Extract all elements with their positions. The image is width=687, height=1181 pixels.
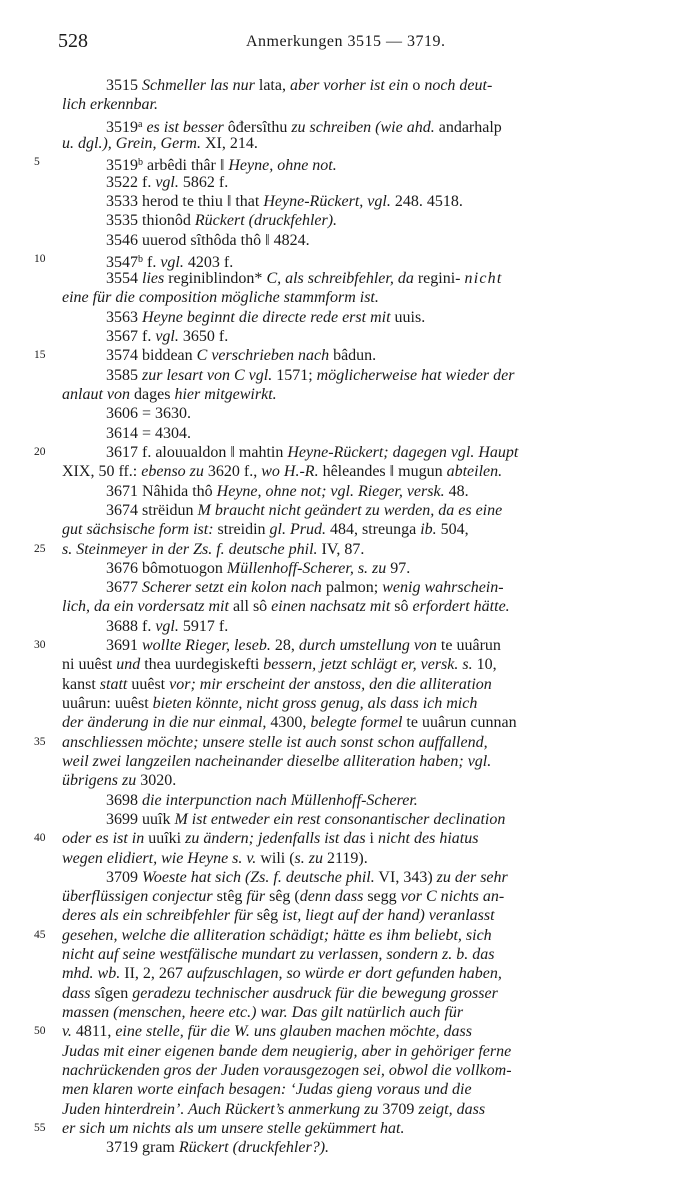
text-line bbox=[62, 192, 658, 211]
text-line bbox=[34, 153, 658, 175]
text-line bbox=[62, 597, 658, 616]
line-number: 45 bbox=[34, 928, 46, 941]
page-header bbox=[0, 30, 687, 54]
text-segment: wollte Rieger, leseb. bbox=[142, 637, 271, 655]
text-segment: sîgen bbox=[90, 984, 133, 1002]
text-segment: s. zu bbox=[294, 849, 323, 867]
text-segment: 484, streunga bbox=[326, 521, 421, 539]
text-line bbox=[62, 231, 658, 250]
text-line bbox=[62, 385, 658, 404]
text-segment: zeigt, dass bbox=[418, 1100, 486, 1118]
superscript-marker: b bbox=[138, 253, 143, 265]
text-segment: 3554 bbox=[106, 270, 142, 288]
text-segment: andarhalp bbox=[434, 118, 502, 136]
text-segment: dass bbox=[62, 984, 91, 1002]
text-line bbox=[62, 76, 658, 95]
text-segment: sêg ( bbox=[265, 888, 300, 906]
text-segment: uuârun: uuêst bbox=[62, 695, 153, 712]
text-segment: Woeste hat sich (Zs. f. deutsche phil. bbox=[142, 868, 375, 886]
text-segment: vor; mir erscheint der anstoss, den die alliteration bbox=[169, 675, 492, 693]
text-segment: f. bbox=[143, 253, 161, 271]
text-segment: 3650 f. bbox=[178, 328, 229, 346]
text-segment: vgl. bbox=[155, 173, 179, 191]
text-segment: uuêst bbox=[127, 675, 170, 693]
text-line bbox=[34, 250, 658, 271]
text-segment: Rückert (druckfehler?). bbox=[178, 1139, 330, 1157]
text-segment: streidin bbox=[213, 521, 270, 539]
text-segment: die interpunction nach Müllenhoff-Scherer. bbox=[142, 791, 418, 809]
text-line bbox=[62, 655, 658, 674]
text-segment: o bbox=[408, 77, 425, 94]
text-segment: stêg bbox=[212, 888, 247, 906]
text-line bbox=[62, 134, 658, 153]
text-line bbox=[62, 501, 658, 520]
text-segment: XIX, 50 ff.: bbox=[62, 463, 142, 481]
text-segment: M ist entweder ein rest consonantischer declination bbox=[174, 810, 506, 828]
text-segment: ib. bbox=[420, 521, 437, 539]
text-segment: oder es ist in bbox=[62, 830, 145, 848]
text-segment: 3677 bbox=[106, 579, 142, 597]
text-segment: IV, 87. bbox=[317, 540, 365, 558]
text-segment: möglicherweise hat wieder der bbox=[316, 366, 515, 384]
text-segment: 4203 f. bbox=[183, 253, 234, 271]
text-line bbox=[34, 733, 658, 752]
text-segment: zu schreiben (wie ahd. bbox=[291, 118, 435, 136]
text-segment: dages bbox=[130, 386, 175, 403]
text-segment: 5917 f. bbox=[178, 617, 229, 635]
text-segment: 3617 f. alouualdon ‖ mahtin bbox=[106, 443, 288, 461]
text-line bbox=[62, 945, 658, 964]
text-segment: 3563 bbox=[106, 308, 142, 326]
text-segment: gut sächsische form ist: bbox=[62, 521, 214, 539]
text-segment: 10, bbox=[472, 656, 497, 674]
text-line bbox=[62, 849, 658, 868]
text-segment: wenig wahrschein- bbox=[382, 579, 504, 597]
text-segment: 3671 Nâhida thô bbox=[106, 482, 217, 500]
text-segment: s. Steinmeyer in der Zs. f. deutsche phil. bbox=[62, 540, 318, 558]
text-segment: hier mitgewirkt. bbox=[174, 386, 277, 403]
text-segment: nicht auf seine westfälische mundart zu verlassen, sondern z. b. das bbox=[62, 946, 495, 964]
text-segment: palmon; bbox=[321, 579, 383, 597]
text-segment: gesehen, welche die alliteration schädigt; hätte es ihm beliebt, sich bbox=[62, 926, 492, 944]
text-segment: C, als schreibfehler, da bbox=[266, 270, 414, 288]
text-segment: wili ( bbox=[256, 849, 295, 867]
text-segment: zur lesart von C vgl. bbox=[142, 366, 273, 384]
text-segment: 3567 f. bbox=[106, 328, 156, 346]
text-segment: 3614 = 4304. bbox=[106, 424, 192, 442]
text-line bbox=[62, 1003, 658, 1022]
text-segment: vgl. bbox=[160, 253, 184, 271]
text-segment: Heyne, ohne not; vgl. Rieger, versk. bbox=[216, 482, 445, 500]
text-segment: massen (menschen, heere etc.) war. Das gilt natürlich auch für bbox=[62, 1004, 464, 1021]
text-segment: 28, bbox=[270, 637, 299, 655]
text-segment: kanst bbox=[62, 675, 100, 693]
text-segment: Scherer setzt ein kolon nach bbox=[142, 579, 322, 597]
text-segment: sô bbox=[390, 598, 413, 616]
text-line bbox=[62, 115, 658, 134]
text-segment: 504, bbox=[436, 521, 469, 539]
text-segment: lies bbox=[142, 270, 165, 288]
text-segment: arbêdi thâr ‖ bbox=[143, 157, 229, 175]
text-line bbox=[62, 578, 658, 597]
text-segment: anschliessen möchte; unsere stelle ist auch sonst schon auffallend, bbox=[62, 733, 488, 751]
text-segment: ebenso zu bbox=[141, 463, 204, 481]
text-segment: 2119). bbox=[322, 849, 368, 867]
text-line bbox=[34, 829, 658, 848]
text-segment: 3709 bbox=[106, 868, 142, 886]
text-segment: 3698 bbox=[106, 791, 142, 809]
superscript-marker: a bbox=[138, 118, 143, 130]
text-line bbox=[62, 964, 658, 983]
text-line bbox=[62, 95, 658, 114]
text-segment: Rückert (druckfehler). bbox=[194, 212, 338, 230]
text-segment: regini- bbox=[413, 270, 465, 288]
text-line bbox=[62, 482, 658, 501]
text-line bbox=[34, 1119, 658, 1138]
text-line bbox=[34, 926, 658, 945]
text-segment: abteilen. bbox=[446, 463, 503, 481]
text-segment: M braucht nicht geändert zu werden, da es eine bbox=[197, 501, 503, 519]
text-segment: 3515 bbox=[106, 77, 142, 94]
text-line bbox=[62, 1100, 658, 1119]
text-segment: denn dass bbox=[299, 888, 364, 906]
line-number: 10 bbox=[34, 252, 46, 265]
text-segment: und bbox=[116, 656, 141, 674]
text-segment: 248. 4518. bbox=[390, 192, 463, 210]
text-segment: te uuârun cunnan bbox=[402, 714, 517, 732]
text-line bbox=[62, 211, 658, 230]
line-number: 30 bbox=[34, 639, 46, 652]
text-segment: nicht des hiatus bbox=[378, 830, 479, 848]
text-line bbox=[34, 443, 658, 462]
page-number: 528 bbox=[58, 30, 88, 52]
text-segment: ni uuêst bbox=[62, 656, 117, 674]
text-line bbox=[62, 694, 658, 713]
text-segment: eine für die composition mögliche stammform ist. bbox=[62, 289, 379, 307]
text-line bbox=[62, 868, 658, 887]
text-segment: geradezu technischer ausdruck für die bewegung grosser bbox=[132, 984, 498, 1002]
text-segment: Heyne, ohne not. bbox=[228, 157, 337, 175]
text-segment: nicht bbox=[464, 270, 503, 288]
text-segment: u. dgl.), Grein, Germ. bbox=[62, 134, 201, 152]
text-line bbox=[62, 1138, 658, 1157]
text-line bbox=[62, 288, 658, 307]
text-segment: 4811, bbox=[71, 1023, 116, 1041]
text-segment: statt bbox=[99, 675, 128, 693]
text-segment: 5862 f. bbox=[178, 173, 229, 191]
text-segment: all sô bbox=[228, 598, 272, 616]
text-line bbox=[62, 559, 658, 578]
text-segment: aufzuschlagen, so würde er dort gefunden haben, bbox=[186, 965, 502, 983]
line-number: 55 bbox=[34, 1121, 46, 1134]
text-segment: 3620 f., bbox=[203, 463, 262, 481]
line-number: 5 bbox=[34, 156, 40, 169]
line-number: 20 bbox=[34, 445, 46, 458]
annotation-text-block bbox=[34, 76, 658, 1158]
line-number: 35 bbox=[34, 735, 46, 748]
text-line bbox=[62, 810, 658, 829]
text-line bbox=[62, 366, 658, 385]
text-segment: es ist besser bbox=[146, 118, 224, 136]
text-line bbox=[62, 675, 658, 694]
text-line bbox=[62, 771, 658, 790]
text-segment: eine stelle, für die W. uns glauben machen möchte, dass bbox=[115, 1023, 473, 1041]
text-segment: Heyne-Rückert, vgl. bbox=[263, 192, 391, 210]
text-segment: 3691 bbox=[106, 637, 142, 655]
text-segment: VI, 343) bbox=[374, 868, 437, 886]
text-line bbox=[62, 404, 658, 423]
text-segment: einen nachsatz mit bbox=[271, 598, 391, 616]
text-segment: durch umstellung von bbox=[298, 637, 437, 655]
text-segment: men klaren worte einfach besagen: ‘Judas gieng voraus und die bbox=[62, 1081, 472, 1099]
text-segment: 48. bbox=[444, 482, 469, 500]
text-segment: belegte formel bbox=[310, 714, 403, 732]
text-segment: 3709 bbox=[378, 1100, 419, 1118]
text-segment: bessern, jetzt schlägt er, versk. s. bbox=[263, 656, 473, 674]
text-segment: thea uurdegiskefti bbox=[140, 656, 264, 674]
text-segment: 3574 biddean bbox=[106, 347, 197, 365]
text-segment: für bbox=[246, 888, 266, 906]
text-line bbox=[62, 906, 658, 925]
text-segment: lich, da ein vordersatz mit bbox=[62, 598, 229, 616]
text-segment: bieten könnte, nicht gross genug, als dass ich mich bbox=[152, 695, 478, 712]
text-segment: Heyne beginnt die directe rede erst mit bbox=[142, 308, 391, 326]
text-segment: vor C nichts an- bbox=[400, 888, 505, 906]
text-line bbox=[62, 1042, 658, 1061]
text-segment: deres als ein schreibfehler für bbox=[62, 907, 253, 925]
text-line bbox=[62, 887, 658, 906]
text-segment: segg bbox=[363, 888, 401, 906]
text-segment: 3519 bbox=[106, 118, 138, 136]
text-segment: 4300, bbox=[266, 714, 311, 732]
text-line bbox=[62, 424, 658, 443]
text-segment: 3546 uuerod sîthôda thô ‖ 4824. bbox=[106, 231, 310, 249]
text-segment: Heyne-Rückert; dagegen vgl. Haupt bbox=[287, 443, 519, 461]
text-line bbox=[62, 984, 658, 1003]
text-segment: 3719 gram bbox=[106, 1139, 179, 1157]
text-line bbox=[34, 346, 658, 365]
text-segment: zu ändern; jedenfalls ist das bbox=[185, 830, 366, 848]
text-segment: lata, bbox=[254, 77, 290, 94]
text-segment: XI, 214. bbox=[200, 134, 258, 152]
text-segment: 3699 uuîk bbox=[106, 810, 175, 828]
text-segment: 3674 strëidun bbox=[106, 501, 198, 519]
line-number: 50 bbox=[34, 1025, 46, 1038]
text-segment: 3585 bbox=[106, 366, 142, 384]
text-segment: wo H.-R. bbox=[261, 463, 319, 481]
text-segment: vgl. bbox=[155, 617, 179, 635]
text-line bbox=[62, 308, 658, 327]
text-line bbox=[62, 269, 658, 288]
text-segment: C verschrieben nach bbox=[196, 347, 330, 365]
text-segment: überflüssigen conjectur bbox=[62, 888, 213, 906]
text-segment: 3676 bômotuogon bbox=[106, 559, 227, 577]
text-segment: übrigens zu bbox=[62, 772, 137, 790]
text-segment: zu der sehr bbox=[436, 868, 508, 886]
text-line bbox=[62, 520, 658, 539]
text-segment: 1571; bbox=[272, 366, 317, 384]
text-segment: hêleandes ‖ mugun bbox=[318, 463, 447, 481]
text-segment: 3020. bbox=[136, 772, 177, 790]
text-segment: 3606 = 3630. bbox=[106, 405, 192, 423]
text-segment: nachrückenden gros der Juden vorausgezogen sei, obwol die vollkom- bbox=[62, 1061, 512, 1079]
text-segment: noch deut- bbox=[424, 77, 493, 94]
text-line bbox=[34, 636, 658, 655]
text-segment: Judas mit einer eigenen bande dem neugierig, aber in gehöriger ferne bbox=[62, 1042, 512, 1060]
text-line bbox=[62, 1061, 658, 1080]
text-segment: vgl. bbox=[155, 328, 179, 346]
text-line bbox=[34, 540, 658, 559]
running-title: Anmerkungen 3515 — 3719. bbox=[246, 33, 446, 50]
text-segment: mhd. wb. bbox=[62, 965, 121, 983]
text-segment: uuîki bbox=[144, 830, 186, 848]
text-segment: wegen elidiert, wie Heyne s. v. bbox=[62, 849, 257, 867]
text-segment: 3519 bbox=[106, 157, 138, 175]
text-segment: 3522 f. bbox=[106, 173, 156, 191]
text-segment: er sich um nichts als um unsere stelle gekümmert hat. bbox=[62, 1119, 405, 1137]
text-segment: i bbox=[365, 830, 378, 848]
superscript-marker: b bbox=[138, 157, 143, 169]
text-segment: Müllenhoff-Scherer, s. zu bbox=[226, 559, 387, 577]
text-line bbox=[62, 713, 658, 732]
text-line bbox=[62, 462, 658, 481]
text-segment: 3688 f. bbox=[106, 617, 156, 635]
text-segment: 3535 thionôd bbox=[106, 212, 195, 230]
text-line bbox=[62, 173, 658, 192]
text-line bbox=[62, 617, 658, 636]
line-number: 25 bbox=[34, 542, 46, 555]
text-segment: sêg bbox=[252, 907, 283, 925]
text-line bbox=[62, 791, 658, 810]
text-segment: Juden hinterdrein’. Auch Rückert’s anmerkung zu bbox=[62, 1100, 379, 1118]
text-segment: lich erkennbar. bbox=[62, 96, 158, 114]
text-line bbox=[62, 327, 658, 346]
text-line bbox=[62, 1080, 658, 1099]
text-segment: ôđersîthu bbox=[223, 118, 292, 136]
text-segment: anlaut von bbox=[62, 386, 130, 403]
text-segment: 97. bbox=[386, 559, 411, 577]
text-segment: te uuârun bbox=[436, 637, 501, 655]
text-segment: gl. Prud. bbox=[269, 521, 326, 539]
text-segment: aber vorher ist ein bbox=[289, 77, 409, 94]
text-segment: der änderung in die nur einmal, bbox=[62, 714, 267, 732]
text-segment: weil zwei langzeilen nacheinander dieselbe alliteration haben; vgl. bbox=[62, 752, 492, 770]
line-number: 15 bbox=[34, 349, 46, 362]
text-line bbox=[62, 752, 658, 771]
text-segment: Schmeller las nur bbox=[142, 77, 255, 94]
text-segment: II, 2, 267 bbox=[120, 965, 187, 983]
text-line bbox=[34, 1022, 658, 1041]
text-segment: 3547 bbox=[106, 253, 138, 271]
text-segment: uuis. bbox=[390, 308, 426, 326]
text-segment: reginiblindon* bbox=[164, 270, 267, 288]
text-segment: bâdun. bbox=[329, 347, 377, 365]
text-segment: erfordert hätte. bbox=[412, 598, 510, 616]
text-segment: 3533 herod te thiu ‖ that bbox=[106, 192, 264, 210]
text-segment: v. bbox=[62, 1023, 72, 1041]
line-number: 40 bbox=[34, 832, 46, 845]
text-segment: ist, liegt auf der hand) veranlasst bbox=[282, 907, 495, 925]
